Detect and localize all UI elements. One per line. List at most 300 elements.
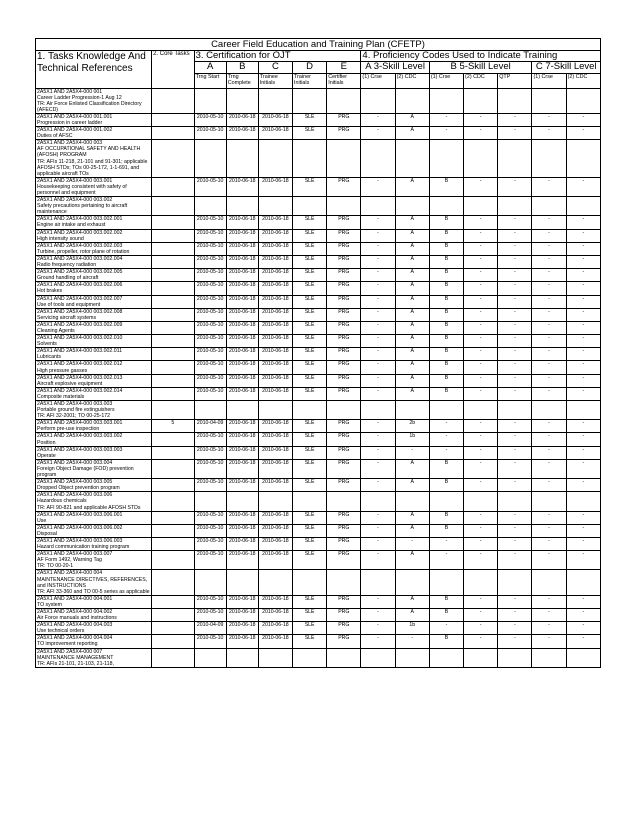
training-cell: - — [532, 595, 566, 608]
training-cell: PRG — [327, 361, 361, 374]
training-cell — [361, 401, 395, 420]
training-cell — [429, 648, 463, 667]
task-reference: 2A5X1 AND 2A5X4-000 003.004 Foreign Object Damage (FOD) prevention program — [36, 459, 152, 478]
training-cell — [327, 197, 361, 216]
training-complete-cell — [226, 648, 258, 667]
training-complete-cell: 2010-06-18 — [226, 282, 258, 295]
training-cell: PRG — [327, 335, 361, 348]
training-cell: A — [395, 127, 429, 140]
task-reference: 2A5X1 AND 2A5X4-000 003.002.003 Turbine, propeller, rotor plane of rotation — [36, 242, 152, 255]
training-cell: - — [498, 269, 532, 282]
training-cell: PRG — [327, 479, 361, 492]
training-cell: 2010-06-18 — [258, 295, 292, 308]
training-start-cell: 2010-05-10 — [194, 595, 226, 608]
training-cell: - — [566, 479, 600, 492]
training-complete-cell: 2010-06-18 — [226, 635, 258, 648]
training-cell: SLE — [293, 635, 327, 648]
core-task-cell — [152, 269, 194, 282]
header-certification: 3. Certification for OJT — [194, 51, 361, 62]
training-cell: - — [395, 635, 429, 648]
training-cell: - — [566, 348, 600, 361]
training-cell — [464, 401, 498, 420]
training-cell: A — [395, 269, 429, 282]
cert-sub: Certifier Initials — [327, 73, 361, 88]
training-cell: - — [361, 524, 395, 537]
training-cell: - — [361, 269, 395, 282]
training-start-cell: 2010-05-10 — [194, 348, 226, 361]
training-cell: - — [566, 433, 600, 446]
task-reference: 2A5X1 AND 2A5X4-000 003.002.002 High intensity sound — [36, 229, 152, 242]
training-cell: - — [566, 609, 600, 622]
task-reference: 2A5X1 AND 2A5X4-000 003 AF OCCUPATIONAL SAFETY AND HEALTH (AFOSH) PROGRAM TR: AFIs 11-218, 21-101 and 91-301; applicable AFOSH STDs; TOs 00-25-172, 1-1-691, and applicable aircraft TOs — [36, 140, 152, 178]
training-cell: 2010-06-18 — [258, 229, 292, 242]
training-cell: - — [566, 113, 600, 126]
training-cell: - — [361, 595, 395, 608]
training-cell: - — [498, 127, 532, 140]
training-cell: PRG — [327, 269, 361, 282]
training-cell: - — [464, 348, 498, 361]
training-cell — [293, 401, 327, 420]
training-complete-cell: 2010-06-18 — [226, 459, 258, 478]
training-cell: - — [361, 321, 395, 334]
training-cell: - — [361, 127, 395, 140]
training-cell: - — [498, 387, 532, 400]
training-cell — [327, 570, 361, 595]
core-task-cell — [152, 459, 194, 478]
core-task-cell — [152, 295, 194, 308]
training-cell: - — [566, 635, 600, 648]
training-cell: PRG — [327, 255, 361, 268]
core-task-cell — [152, 113, 194, 126]
training-cell: - — [464, 308, 498, 321]
training-cell: 2010-06-18 — [258, 321, 292, 334]
training-cell: - — [429, 420, 463, 433]
training-cell: A — [395, 295, 429, 308]
cert-letter: C — [258, 62, 292, 74]
training-cell: 2010-06-18 — [258, 308, 292, 321]
training-cell: B — [429, 282, 463, 295]
training-cell: - — [464, 420, 498, 433]
training-cell — [293, 570, 327, 595]
training-complete-cell: 2010-06-18 — [226, 551, 258, 570]
training-start-cell: 2010-05-10 — [194, 295, 226, 308]
training-cell — [293, 648, 327, 667]
training-cell: B — [429, 479, 463, 492]
training-cell: - — [566, 255, 600, 268]
training-cell: PRG — [327, 113, 361, 126]
training-cell — [429, 492, 463, 511]
training-cell: - — [566, 387, 600, 400]
training-cell: PRG — [327, 537, 361, 550]
training-cell — [566, 570, 600, 595]
task-reference: 2A5X1 AND 2A5X4-000 003.003.001 Perform pre-use inspection — [36, 420, 152, 433]
training-cell — [566, 648, 600, 667]
training-cell: - — [532, 282, 566, 295]
cert-letter: A — [194, 62, 226, 74]
task-reference: 2A5X1 AND 2A5X4-000 004.002 Air Force manuals and instructions — [36, 609, 152, 622]
table-row — [36, 269, 601, 282]
training-cell: 2010-06-18 — [258, 433, 292, 446]
task-reference: 2A5X1 AND 2A5X4-000 003.002.012 High pressure gasses — [36, 361, 152, 374]
training-cell: 2010-06-18 — [258, 374, 292, 387]
training-cell: - — [464, 635, 498, 648]
training-start-cell: 2010-05-10 — [194, 374, 226, 387]
training-cell: - — [498, 374, 532, 387]
training-cell: B — [429, 308, 463, 321]
training-cell: - — [464, 551, 498, 570]
table-row — [36, 420, 601, 433]
training-cell: SLE — [293, 387, 327, 400]
training-cell: - — [498, 524, 532, 537]
training-cell: 2010-06-18 — [258, 387, 292, 400]
training-start-cell: 2010-05-10 — [194, 524, 226, 537]
table-row — [36, 295, 601, 308]
core-task-cell — [152, 492, 194, 511]
training-cell: - — [464, 374, 498, 387]
training-cell: - — [464, 524, 498, 537]
training-cell: 2010-06-18 — [258, 622, 292, 635]
training-cell: PRG — [327, 374, 361, 387]
training-cell: - — [532, 113, 566, 126]
table-row — [36, 648, 601, 667]
training-complete-cell: 2010-06-18 — [226, 348, 258, 361]
training-start-cell — [194, 570, 226, 595]
training-cell: - — [498, 216, 532, 229]
training-cell — [429, 140, 463, 178]
training-cell: - — [566, 321, 600, 334]
training-cell — [327, 88, 361, 113]
training-complete-cell: 2010-06-18 — [226, 537, 258, 550]
training-cell: 2010-06-18 — [258, 595, 292, 608]
training-cell: - — [464, 361, 498, 374]
core-task-cell — [152, 401, 194, 420]
training-cell: B — [429, 387, 463, 400]
training-cell: - — [498, 635, 532, 648]
training-cell: 2010-06-18 — [258, 420, 292, 433]
training-cell — [532, 492, 566, 511]
training-cell: - — [395, 537, 429, 550]
training-cell: B — [429, 374, 463, 387]
training-start-cell: 2010-05-10 — [194, 551, 226, 570]
training-cell: PRG — [327, 446, 361, 459]
training-cell: SLE — [293, 420, 327, 433]
training-cell: 2010-06-18 — [258, 282, 292, 295]
header-tasks: 1. Tasks Knowledge And Technical References — [36, 51, 152, 89]
task-reference: 2A5X1 AND 2A5X4-000 003.002.004 Radio frequency radiation — [36, 255, 152, 268]
table-row — [36, 282, 601, 295]
header-proficiency: 4. Proficiency Codes Used to Indicate Training — [361, 51, 601, 62]
training-cell: - — [464, 335, 498, 348]
training-cell: 2010-06-18 — [258, 127, 292, 140]
table-row — [36, 88, 601, 113]
training-cell — [498, 140, 532, 178]
training-cell: - — [464, 433, 498, 446]
training-cell: - — [566, 622, 600, 635]
training-cell: - — [566, 269, 600, 282]
training-cell: B — [429, 295, 463, 308]
training-cell: - — [429, 537, 463, 550]
training-cell: SLE — [293, 255, 327, 268]
training-complete-cell — [226, 492, 258, 511]
training-cell: - — [464, 127, 498, 140]
training-cell: - — [361, 622, 395, 635]
table-row — [36, 127, 601, 140]
training-cell: SLE — [293, 282, 327, 295]
training-cell: A — [395, 255, 429, 268]
training-cell: - — [361, 308, 395, 321]
training-complete-cell — [226, 570, 258, 595]
training-cell — [395, 401, 429, 420]
training-cell: 2010-06-18 — [258, 348, 292, 361]
training-cell: PRG — [327, 433, 361, 446]
training-start-cell: 2010-05-10 — [194, 335, 226, 348]
training-cell: - — [532, 321, 566, 334]
training-cell: - — [532, 229, 566, 242]
core-task-cell: 5 — [152, 420, 194, 433]
training-cell: - — [498, 321, 532, 334]
training-complete-cell: 2010-06-18 — [226, 420, 258, 433]
cfetp-sheet — [35, 38, 601, 668]
core-task-cell — [152, 361, 194, 374]
training-cell — [361, 570, 395, 595]
task-reference: 2A5X1 AND 2A5X4-000 003.002.013 Aircraft explosive equipment — [36, 374, 152, 387]
training-cell: - — [498, 537, 532, 550]
training-start-cell: 2010-05-10 — [194, 635, 226, 648]
table-row — [36, 551, 601, 570]
task-reference: 2A5X1 AND 2A5X4-000 003.006.002 Disposal — [36, 524, 152, 537]
training-start-cell: 2010-05-10 — [194, 127, 226, 140]
training-cell: - — [498, 282, 532, 295]
core-task-cell — [152, 255, 194, 268]
training-cell: PRG — [327, 127, 361, 140]
training-start-cell: 2010-05-10 — [194, 479, 226, 492]
training-cell: B — [429, 524, 463, 537]
task-reference: 2A5X1 AND 2A5X4-000 003.006 Hazardous chemicals TR: AFI 90-821 and applicable AFOSH STDs — [36, 492, 152, 511]
level-sub: (1) Crse — [361, 73, 395, 88]
training-cell: - — [464, 595, 498, 608]
training-cell: SLE — [293, 551, 327, 570]
training-complete-cell: 2010-06-18 — [226, 321, 258, 334]
training-cell — [395, 140, 429, 178]
training-complete-cell: 2010-06-18 — [226, 595, 258, 608]
training-cell: - — [361, 459, 395, 478]
training-cell: - — [532, 308, 566, 321]
training-cell: - — [566, 242, 600, 255]
training-complete-cell: 2010-06-18 — [226, 216, 258, 229]
training-complete-cell: 2010-06-18 — [226, 433, 258, 446]
training-cell: 1b — [395, 622, 429, 635]
core-task-cell — [152, 374, 194, 387]
training-cell: B — [429, 335, 463, 348]
training-cell: A — [395, 335, 429, 348]
training-cell: - — [532, 511, 566, 524]
task-reference: 2A5X1 AND 2A5X4-000 003.003 Portable ground fire extinguishers TR: AFI 32-2001; TO 00-25-172 — [36, 401, 152, 420]
training-cell: - — [566, 374, 600, 387]
training-cell: 2010-06-18 — [258, 446, 292, 459]
training-cell: - — [566, 551, 600, 570]
training-cell — [395, 570, 429, 595]
training-start-cell: 2010-05-10 — [194, 255, 226, 268]
training-cell: 2010-06-18 — [258, 269, 292, 282]
training-cell: - — [532, 242, 566, 255]
training-cell: B — [429, 459, 463, 478]
core-task-cell — [152, 570, 194, 595]
training-complete-cell: 2010-06-18 — [226, 295, 258, 308]
task-reference: 2A5X1 AND 2A5X4-000 003.005 Dropped Object prevention program — [36, 479, 152, 492]
training-start-cell: 2010-05-10 — [194, 361, 226, 374]
training-cell: - — [566, 446, 600, 459]
training-cell: - — [464, 459, 498, 478]
table-row — [36, 459, 601, 478]
training-cell — [429, 197, 463, 216]
training-cell: B — [429, 321, 463, 334]
table-row — [36, 433, 601, 446]
core-task-cell — [152, 609, 194, 622]
training-cell: - — [429, 622, 463, 635]
training-cell: PRG — [327, 420, 361, 433]
training-cell — [361, 197, 395, 216]
training-cell — [498, 648, 532, 667]
level-sub: (1) Crse — [532, 73, 566, 88]
training-cell: 2010-06-18 — [258, 216, 292, 229]
training-cell: SLE — [293, 127, 327, 140]
training-cell: - — [498, 295, 532, 308]
training-cell: - — [532, 635, 566, 648]
training-cell: - — [498, 420, 532, 433]
training-cell: - — [498, 229, 532, 242]
training-cell: - — [361, 229, 395, 242]
training-cell: - — [498, 446, 532, 459]
training-cell: - — [498, 113, 532, 126]
training-cell: - — [361, 433, 395, 446]
core-task-cell — [152, 537, 194, 550]
training-complete-cell: 2010-06-18 — [226, 524, 258, 537]
training-cell — [464, 197, 498, 216]
core-task-cell — [152, 524, 194, 537]
training-start-cell: 2010-05-10 — [194, 433, 226, 446]
training-cell: - — [532, 269, 566, 282]
training-cell: - — [361, 216, 395, 229]
core-task-cell — [152, 177, 194, 196]
training-cell — [566, 492, 600, 511]
training-cell: - — [498, 255, 532, 268]
training-cell: B — [429, 361, 463, 374]
training-cell: - — [532, 335, 566, 348]
training-cell: 2010-06-18 — [258, 255, 292, 268]
training-cell: - — [532, 433, 566, 446]
core-task-cell — [152, 140, 194, 178]
training-cell: A — [395, 387, 429, 400]
training-cell: - — [532, 459, 566, 478]
training-cell: A — [395, 374, 429, 387]
task-reference: 2A5X1 AND 2A5X4-000 003.001 Housekeeping consistent with safety of personnel and equipment — [36, 177, 152, 196]
training-start-cell: 2010-05-10 — [194, 177, 226, 196]
training-cell: - — [361, 387, 395, 400]
training-cell: - — [566, 177, 600, 196]
cert-letter: B — [226, 62, 258, 74]
training-cell: PRG — [327, 595, 361, 608]
training-cell: SLE — [293, 595, 327, 608]
table-row — [36, 321, 601, 334]
training-complete-cell: 2010-06-18 — [226, 609, 258, 622]
skill-level-7: C 7-Skill Level — [532, 62, 601, 74]
training-cell: 2010-06-18 — [258, 113, 292, 126]
training-cell: - — [464, 609, 498, 622]
training-cell: SLE — [293, 537, 327, 550]
training-cell: - — [532, 622, 566, 635]
training-start-cell: 2010-05-10 — [194, 459, 226, 478]
training-start-cell: 2010-05-10 — [194, 282, 226, 295]
training-cell: B — [429, 635, 463, 648]
core-task-cell — [152, 551, 194, 570]
task-reference: 2A5X1 AND 2A5X4-000 003.002.005 Ground handling of aircraft — [36, 269, 152, 282]
core-task-cell — [152, 511, 194, 524]
core-task-cell — [152, 321, 194, 334]
training-cell: 2010-06-18 — [258, 459, 292, 478]
training-cell: - — [361, 635, 395, 648]
training-cell: B — [429, 269, 463, 282]
training-start-cell: 2010-05-10 — [194, 609, 226, 622]
training-cell: - — [361, 177, 395, 196]
training-cell: PRG — [327, 551, 361, 570]
training-cell: - — [498, 348, 532, 361]
training-cell: 2010-06-18 — [258, 551, 292, 570]
training-cell: - — [566, 295, 600, 308]
training-cell — [498, 570, 532, 595]
training-cell: B — [429, 229, 463, 242]
training-cell: SLE — [293, 459, 327, 478]
training-cell — [293, 492, 327, 511]
table-row — [36, 177, 601, 196]
training-cell: SLE — [293, 308, 327, 321]
cert-letter: E — [327, 62, 361, 74]
training-cell: - — [361, 295, 395, 308]
training-cell: B — [429, 255, 463, 268]
training-cell: - — [361, 282, 395, 295]
training-cell: - — [498, 622, 532, 635]
training-complete-cell: 2010-06-18 — [226, 269, 258, 282]
training-cell: - — [361, 537, 395, 550]
training-cell: - — [361, 255, 395, 268]
cert-sub: Trainee Initials — [258, 73, 292, 88]
training-cell: 2010-06-18 — [258, 511, 292, 524]
training-cell: 2010-06-18 — [258, 524, 292, 537]
training-cell: SLE — [293, 622, 327, 635]
training-cell: SLE — [293, 229, 327, 242]
training-cell: - — [498, 242, 532, 255]
table-row — [36, 361, 601, 374]
training-complete-cell: 2010-06-18 — [226, 335, 258, 348]
level-sub: (2) CDC — [464, 73, 498, 88]
training-start-cell — [194, 197, 226, 216]
training-cell: PRG — [327, 321, 361, 334]
training-cell: - — [464, 321, 498, 334]
training-cell: - — [361, 361, 395, 374]
training-cell: A — [395, 479, 429, 492]
training-cell: - — [361, 446, 395, 459]
training-cell: - — [532, 348, 566, 361]
training-start-cell: 2010-05-10 — [194, 537, 226, 550]
training-complete-cell: 2010-06-18 — [226, 242, 258, 255]
table-row — [36, 595, 601, 608]
training-cell: 2010-06-18 — [258, 335, 292, 348]
training-cell: - — [532, 420, 566, 433]
training-cell: B — [429, 216, 463, 229]
training-cell — [429, 88, 463, 113]
training-cell: - — [361, 335, 395, 348]
task-reference: 2A5X1 AND 2A5X4-000 004.001 TO system — [36, 595, 152, 608]
training-cell — [293, 140, 327, 178]
